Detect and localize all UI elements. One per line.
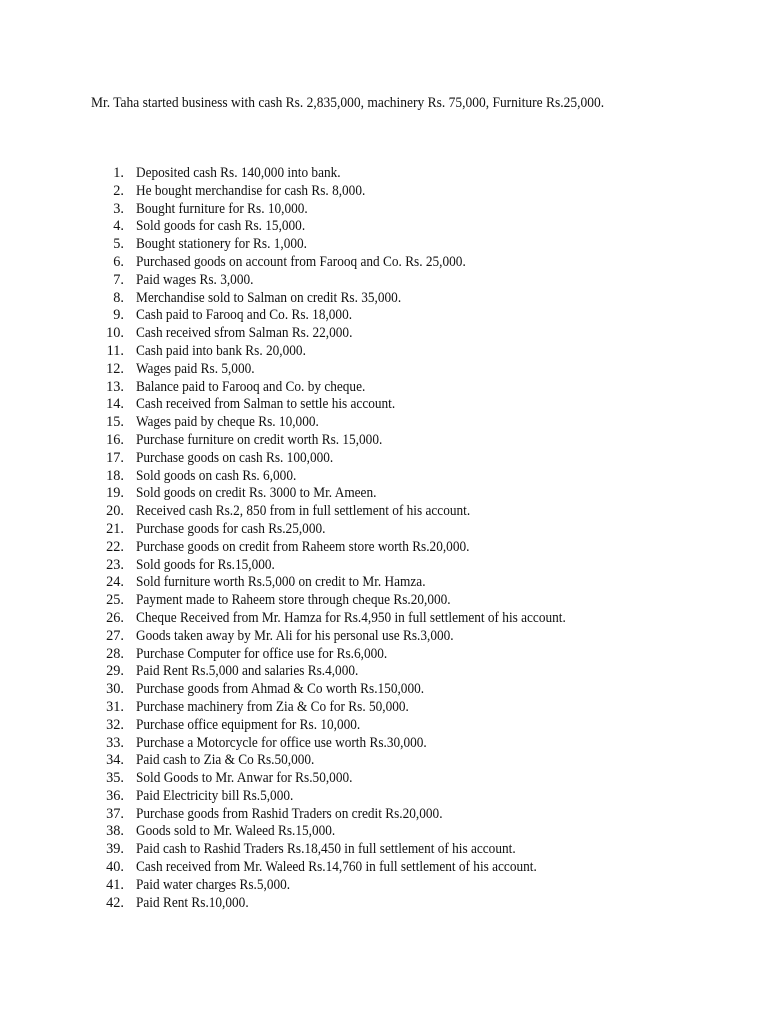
list-item-number: 22. xyxy=(106,538,124,555)
list-item-text: Purchase goods for cash Rs.25,000. xyxy=(136,520,326,537)
list-item-number: 31. xyxy=(106,698,124,715)
list-item-number: 38. xyxy=(106,823,124,840)
list-item-text: Cash paid into bank Rs. 20,000. xyxy=(136,342,306,359)
list-item-number: 10. xyxy=(106,325,124,342)
list-item-number: 13. xyxy=(106,378,124,395)
list-item-text: Bought furniture for Rs. 10,000. xyxy=(136,200,308,217)
list-item-text: Payment made to Raheem store through cheque Rs.20,000. xyxy=(136,592,451,609)
list-item-text: Purchase Computer for office use for Rs.6,000. xyxy=(136,645,388,662)
list-item-number: 5. xyxy=(113,236,124,253)
list-item-text: Bought stationery for Rs. 1,000. xyxy=(136,236,308,253)
list-item-number: 8. xyxy=(113,289,124,306)
list-item-text: Purchase a Motorcycle for office use worth Rs.30,000. xyxy=(136,734,427,751)
list-item-text: Cash received sfrom Salman Rs. 22,000. xyxy=(136,325,353,342)
list-item-text: Merchandise sold to Salman on credit Rs. 35,000. xyxy=(136,289,402,306)
list-item-text: He bought merchandise for cash Rs. 8,000. xyxy=(136,182,366,199)
list-item-text: Cash received from Mr. Waleed Rs.14,760 in full settlement of his account. xyxy=(136,859,537,876)
list-item-number: 17. xyxy=(106,449,124,466)
list-item-text: Paid water charges Rs.5,000. xyxy=(136,876,291,893)
list-item-text: Goods taken away by Mr. Ali for his personal use Rs.3,000. xyxy=(136,627,454,644)
list-item-number: 35. xyxy=(106,770,124,787)
list-item-text: Paid wages Rs. 3,000. xyxy=(136,271,254,288)
list-item-text: Purchase goods from Rashid Traders on credit Rs.20,000. xyxy=(136,805,443,822)
list-item-number: 1. xyxy=(113,165,124,181)
list-item-number: 37. xyxy=(106,805,124,822)
list-item-number: 36. xyxy=(106,787,124,804)
list-item-number: 33. xyxy=(106,734,124,751)
intro-paragraph: Mr. Taha started business with cash Rs. 2,835,000, machinery Rs. 75,000, Furniture Rs.25,000. xyxy=(91,95,605,111)
list-item-text: Paid Electricity bill Rs.5,000. xyxy=(136,787,294,804)
list-item-number: 9. xyxy=(113,307,124,324)
list-item-text: Balance paid to Farooq and Co. by cheque. xyxy=(136,378,366,395)
list-item-number: 34. xyxy=(106,752,124,769)
list-item-number: 30. xyxy=(106,681,124,698)
list-item-number: 40. xyxy=(106,859,124,876)
list-item-text: Sold goods for cash Rs. 15,000. xyxy=(136,218,306,235)
list-item-text: Sold goods on cash Rs. 6,000. xyxy=(136,467,297,484)
list-item-number: 3. xyxy=(113,200,124,217)
list-item-text: Cash paid to Farooq and Co. Rs. 18,000. xyxy=(136,307,353,324)
list-item-text: Purchase office equipment for Rs. 10,000. xyxy=(136,716,361,733)
list-item-text: Cheque Received from Mr. Hamza for Rs.4,950 in full settlement of his account. xyxy=(136,609,566,626)
list-item-text: Paid cash to Zia & Co Rs.50,000. xyxy=(136,752,315,769)
list-item-text: Wages paid Rs. 5,000. xyxy=(136,360,255,377)
list-item-number: 2. xyxy=(113,182,124,199)
list-item-number: 4. xyxy=(113,218,124,235)
list-item-number: 15. xyxy=(106,414,124,431)
list-item-text: Sold Goods to Mr. Anwar for Rs.50,000. xyxy=(136,770,353,787)
list-item-text: Received cash Rs.2, 850 from in full settlement of his account. xyxy=(136,503,471,520)
list-item-number: 6. xyxy=(113,253,124,270)
list-item-text: Paid Rent Rs.5,000 and salaries Rs.4,000. xyxy=(136,663,359,680)
list-item-number: 12. xyxy=(106,360,124,377)
list-item-number: 27. xyxy=(106,627,124,644)
list-item-text: Deposited cash Rs. 140,000 into bank. xyxy=(136,165,341,181)
list-item-text: Sold goods on credit Rs. 3000 to Mr. Ameen. xyxy=(136,485,377,502)
list-item-number: 32. xyxy=(106,716,124,733)
list-item-text: Wages paid by cheque Rs. 10,000. xyxy=(136,414,319,431)
list-item-number: 11. xyxy=(106,342,124,359)
list-item-number: 41. xyxy=(106,876,124,893)
list-item-text: Sold goods for Rs.15,000. xyxy=(136,556,275,573)
list-item-number: 29. xyxy=(106,663,124,680)
list-item-text: Purchase goods on cash Rs. 100,000. xyxy=(136,449,334,466)
list-item-number: 7. xyxy=(113,271,124,288)
list-item-text: Purchase furniture on credit worth Rs. 15,000. xyxy=(136,431,383,448)
list-item-text: Purchased goods on account from Farooq and Co. Rs. 25,000. xyxy=(136,253,466,270)
list-item-number: 19. xyxy=(106,485,124,502)
list-item-number: 20. xyxy=(106,503,124,520)
list-item-number: 42. xyxy=(106,894,124,911)
list-item-number: 21. xyxy=(106,520,124,537)
list-item-number: 26. xyxy=(106,609,124,626)
list-item-number: 14. xyxy=(106,396,124,413)
list-item-number: 16. xyxy=(106,431,124,448)
list-item-text: Goods sold to Mr. Waleed Rs.15,000. xyxy=(136,823,336,840)
list-item-number: 23. xyxy=(106,556,124,573)
list-item-number: 25. xyxy=(106,592,124,609)
list-item-text: Purchase goods from Ahmad & Co worth Rs.150,000. xyxy=(136,681,425,698)
list-item-text: Sold furniture worth Rs.5,000 on credit to Mr. Hamza. xyxy=(136,574,426,591)
list-item-number: 28. xyxy=(106,645,124,662)
list-item-text: Purchase machinery from Zia & Co for Rs. 50,000. xyxy=(136,698,409,715)
list-item-text: Paid cash to Rashid Traders Rs.18,450 in full settlement of his account. xyxy=(136,841,516,858)
list-item-number: 24. xyxy=(106,574,124,591)
list-item-number: 39. xyxy=(106,841,124,858)
list-item-text: Cash received from Salman to settle his account. xyxy=(136,396,396,413)
list-item-number: 18. xyxy=(106,467,124,484)
list-item-text: Paid Rent Rs.10,000. xyxy=(136,894,249,911)
list-item-text: Purchase goods on credit from Raheem store worth Rs.20,000. xyxy=(136,538,470,555)
